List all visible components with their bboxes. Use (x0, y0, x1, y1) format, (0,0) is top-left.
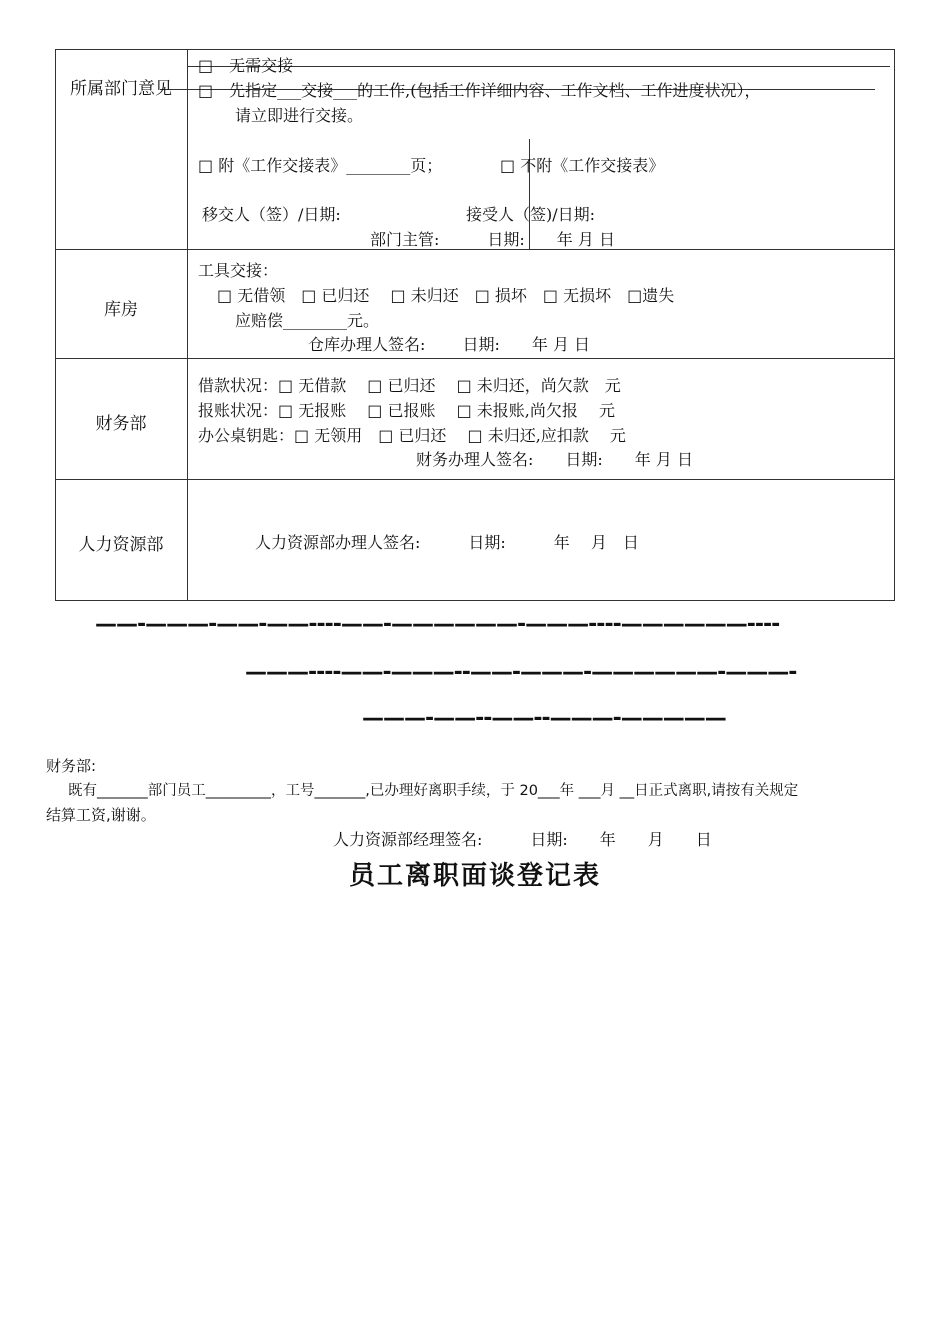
warehouse-label: 库房 (104, 300, 138, 320)
no-attach-handover-sheet-option[interactable]: □ 不附《工作交接表》 (500, 156, 665, 175)
dash-separator-1: ——-———-——-——----——-——————-———----——————---- (95, 612, 780, 637)
row-divider-2 (55, 358, 895, 359)
reimbursement-status[interactable]: 报账状况：□ 无报账 □ 已报账 □ 未报账,尚欠报 元 (198, 401, 615, 420)
dept-opinion-label: 所属部门意见 (70, 79, 172, 99)
loan-status[interactable]: 借款状况：□ 无借款 □ 已归还 □ 未归还，尚欠款 元 (198, 376, 621, 395)
notice-body-cont: 结算工资,谢谢。 (46, 806, 156, 824)
receiver-signature: 接受人（签)/日期: (466, 205, 596, 224)
hr-manager-signature: 人力资源部经理签名: 日期: 年 月 日 (333, 830, 712, 849)
dept-manager-signature: 部门主管: 日期: 年 月 日 (370, 230, 615, 249)
dash-separator-2: ———----——-———--——-———-——————-———- (245, 660, 797, 685)
warehouse-signature: 仓库办理人签名: 日期: 年 月 日 (308, 335, 591, 354)
designate-handover-option-cont: 请立即进行交接。 (235, 106, 364, 125)
tool-status-options[interactable]: □ 无借领 □ 已归还 □ 未归还 □ 损坏 □ 无损坏 □遗失 (217, 286, 675, 305)
handover-table (55, 49, 895, 601)
dash-separator-3: ———-——--——--———-————— (362, 706, 726, 731)
no-handover-option[interactable]: □ 无需交接 (198, 56, 294, 75)
finance-label: 财务部 (95, 414, 147, 434)
designate-handover-option[interactable]: □ 先指定___交接___的工作,(包括工作详细内容、工作文档、工作进度状况）， (198, 81, 761, 100)
compensation-amount: 应赔偿________元。 (235, 311, 380, 330)
row-divider-3 (55, 479, 895, 480)
page-title: 员工离职面谈登记表 (348, 861, 601, 891)
notice-heading: 财务部: (46, 757, 97, 775)
hr-label: 人力资源部 (78, 535, 164, 555)
desk-key-status[interactable]: 办公桌钥匙：□ 无领用 □ 已归还 □ 未归还,应扣款 元 (198, 426, 626, 445)
handover-signature: 移交人（签）/日期: (202, 205, 341, 224)
finance-signature: 财务办理人签名: 日期: 年 月 日 (416, 450, 693, 469)
table-column-divider (187, 49, 188, 601)
attach-handover-sheet-option[interactable]: □ 附《工作交接表》________页； (198, 156, 443, 175)
tool-handover-heading: 工具交接： (198, 261, 279, 280)
notice-body: 既有_______部门员工_________，工号_______,已办理好离职手续，于 20___年 ___月 __日正式离职,请按有关规定 (68, 783, 799, 799)
hr-signature: 人力资源部办理人签名: 日期: 年 月 日 (255, 533, 639, 552)
